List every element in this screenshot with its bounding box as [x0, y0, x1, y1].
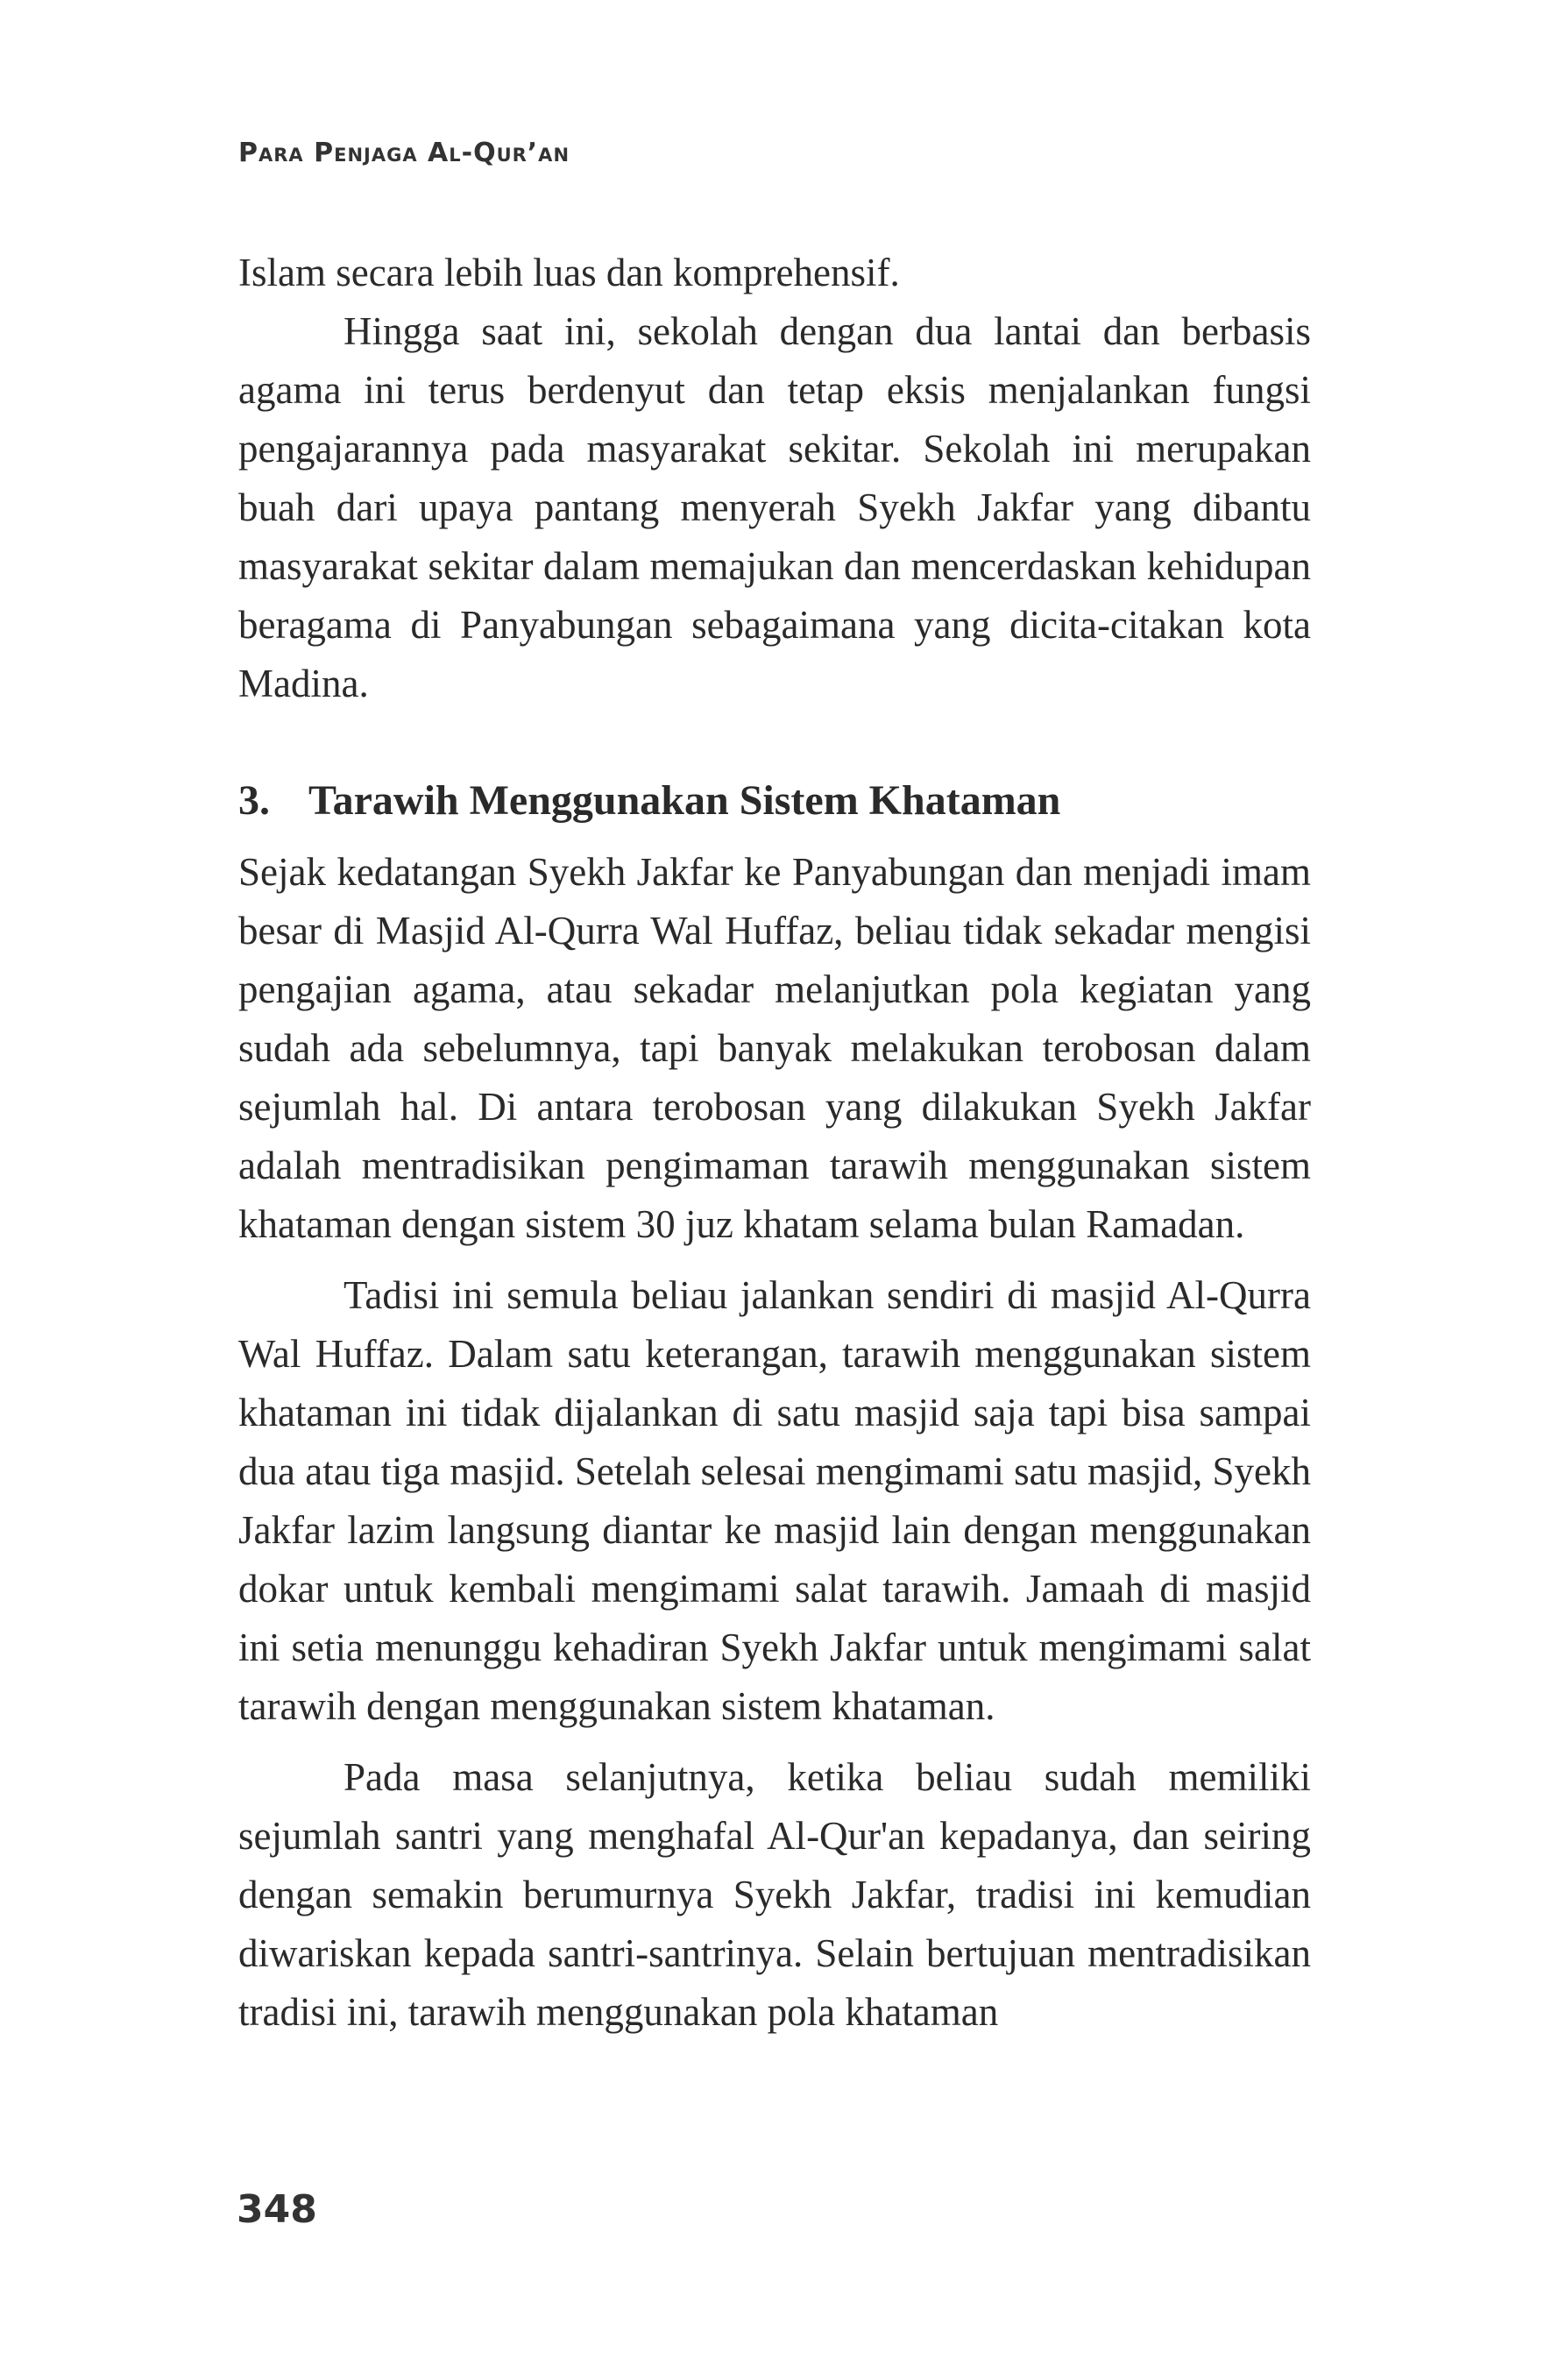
intro-text	[238, 244, 1311, 713]
section-paragraph-3: Pada masa selanjutnya, ketika beliau sudah memiliki sejumlah santri yang menghafal Al-Qur'an kepadanya, dan seiring dengan semakin berumurnya Syekh Jakfar, tradisi ini kemudian diwariskan kepada santri-santrinya. Selain bertujuan mentradisikan tradisi ini, tarawih menggunakan pola khataman	[238, 1755, 1311, 2034]
section-paragraph-2: Tadisi ini semula beliau jalankan sendiri di masjid Al-Qurra Wal Huffaz. Dalam satu keterangan, tarawih menggunakan sistem khataman ini tidak dijalankan di satu masjid saja tapi bisa sampai dua atau tiga masjid. Setelah selesai mengimami satu masjid, Syekh Jakfar lazim langsung diantar ke masjid lain dengan menggunakan dokar untuk kembali mengimami salat tarawih. Jamaah di masjid ini setia menunggu kehadiran Syekh Jakfar untuk mengimami salat tarawih dengan menggunakan sistem khataman.	[238, 1273, 1311, 1728]
section-text	[238, 843, 1311, 2042]
page-number: 348	[237, 2187, 317, 2232]
intro-paragraph-1: Islam secara lebih luas dan komprehensif.	[238, 251, 900, 294]
section-paragraph-1: Sejak kedatangan Syekh Jakfar ke Panyabungan dan menjadi imam besar di Masjid Al-Qurra Wal Huffaz, beliau tidak sekadar mengisi pengajian agama, atau sekadar melanjutkan pola kegiatan yang sudah ada sebelumnya, tapi banyak melakukan terobosan dalam sejumlah hal. Di antara terobosan yang dilakukan Syekh Jakfar adalah mentradisikan pengimaman tarawih menggunakan sistem khataman dengan sistem 30 juz khatam selama bulan Ramadan.	[238, 850, 1311, 1246]
section-number: 3.	[238, 777, 270, 824]
section-title: Tarawih Menggunakan Sistem Khataman	[308, 777, 1061, 824]
intro-paragraph-2: Hingga saat ini, sekolah dengan dua lantai dan berbasis agama ini terus berdenyut dan tetap eksis menjalankan fungsi pengajarannya pada masyarakat sekitar. Sekolah ini merupakan buah dari upaya pantang menyerah Syekh Jakfar yang dibantu masyarakat sekitar dalam memajukan dan mencerdaskan kehidupan beragama di Panyabungan sebagaimana yang dicita-citakan kota Madina.	[238, 309, 1311, 705]
running-head: Para Penjaga Al-Qur’an	[238, 138, 570, 168]
section-heading	[238, 775, 1311, 827]
